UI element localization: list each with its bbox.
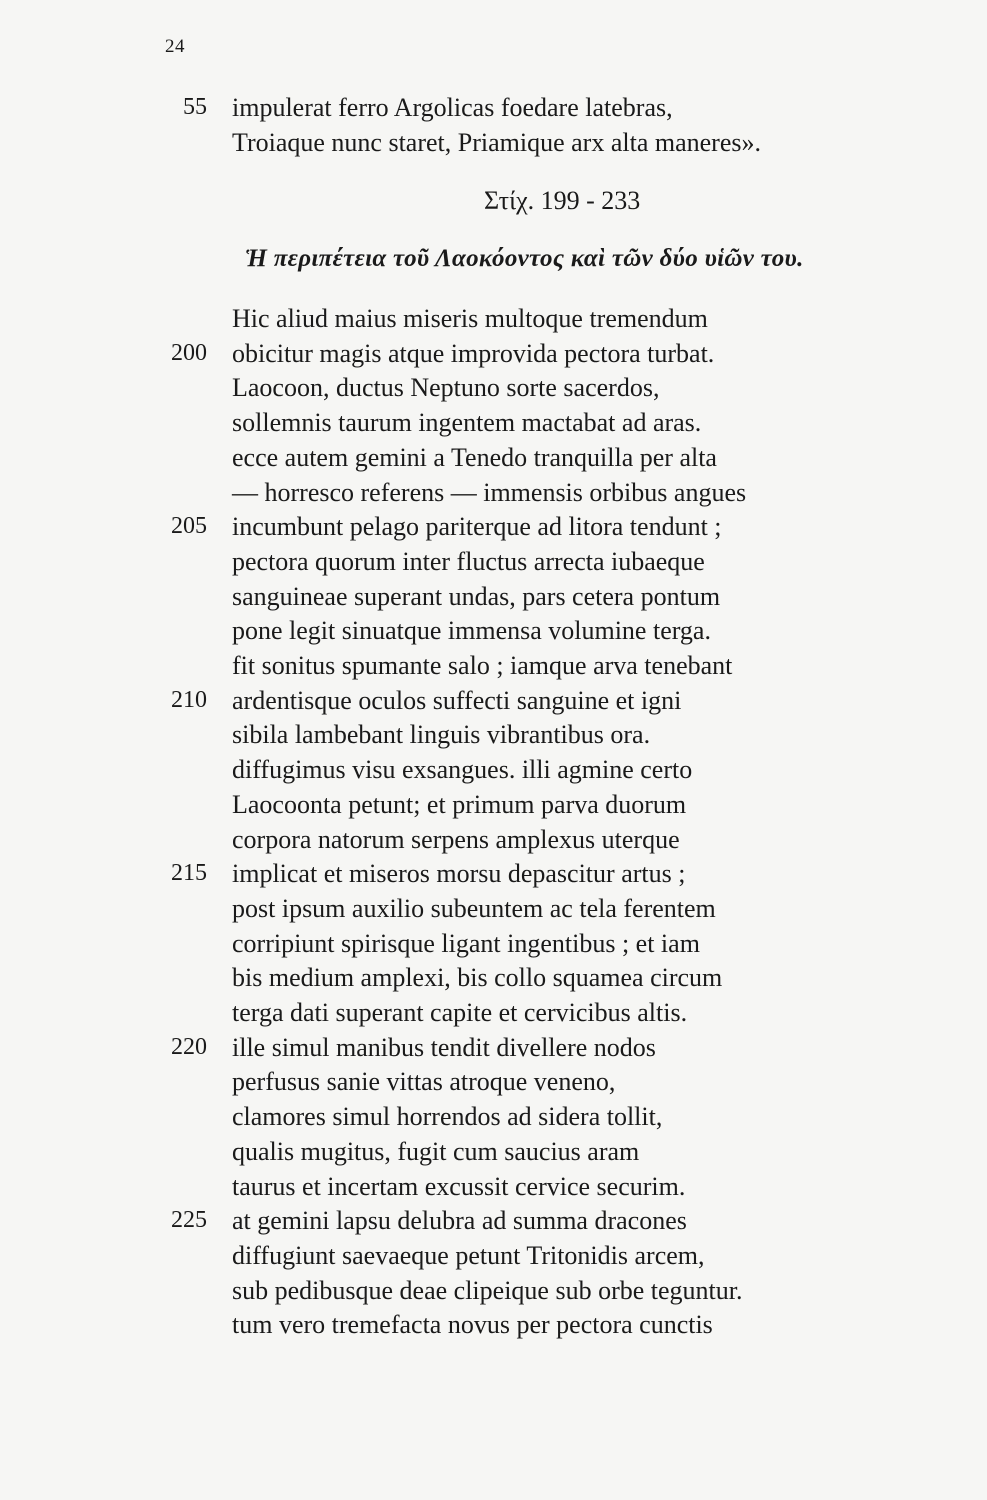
line-number: 215 <box>171 860 207 886</box>
line-text: pone legit sinuatque immensa volumine terga. <box>232 616 711 645</box>
line-text: implicat et miseros morsu depascitur artus ; <box>232 859 686 888</box>
line-text: qualis mugitus, fugit cum saucius aram <box>232 1137 640 1166</box>
section-reference: Στίχ. 199 - 233 <box>484 186 641 215</box>
line-number: 220 <box>171 1034 207 1060</box>
line-text: perfusus sanie vittas atroque veneno, <box>232 1067 616 1096</box>
line-text: sanguineae superant undas, pars cetera pontum <box>232 582 721 611</box>
page-number: 24 <box>165 36 185 57</box>
line-text: ardentisque oculos suffecti sanguine et igni <box>232 686 682 715</box>
line-text: Hic aliud maius miseris multoque tremendum <box>232 304 708 333</box>
line-text: Laocoonta petunt; et primum parva duorum <box>232 790 687 819</box>
line-text: — horresco referens — immensis orbibus angues <box>232 478 747 507</box>
line-text: at gemini lapsu delubra ad summa dracones <box>232 1206 687 1235</box>
line-text: fit sonitus spumante salo ; iamque arva tenebant <box>232 651 733 680</box>
line-text: Laocoon, ductus Neptuno sorte sacerdos, <box>232 373 660 402</box>
line-text: sibila lambebant linguis vibrantibus ora. <box>232 720 651 749</box>
line-text: Troiaque nunc staret, Priamique arx alta maneres». <box>232 128 761 157</box>
line-text: impulerat ferro Argolicas foedare latebras, <box>232 93 673 122</box>
line-number: 200 <box>171 340 207 366</box>
line-text: bis medium amplexi, bis collo squamea circum <box>232 963 723 992</box>
line-text: incumbunt pelago pariterque ad litora tendunt ; <box>232 512 722 541</box>
line-number: 55 <box>183 94 207 120</box>
line-text: corpora natorum serpens amplexus uterque <box>232 825 680 854</box>
line-text: ille simul manibus tendit divellere nodos <box>232 1033 656 1062</box>
line-text: tum vero tremefacta novus per pectora cunctis <box>232 1310 713 1339</box>
line-text: post ipsum auxilio subeuntem ac tela ferentem <box>232 894 716 923</box>
line-text: pectora quorum inter fluctus arrecta iubaeque <box>232 547 705 576</box>
line-text: diffugimus visu exsangues. illi agmine certo <box>232 755 693 784</box>
line-number: 225 <box>171 1207 207 1233</box>
line-text: sub pedibusque deae clipeique sub orbe teguntur. <box>232 1276 743 1305</box>
line-text: ecce autem gemini a Tenedo tranquilla per alta <box>232 443 717 472</box>
line-number: 210 <box>171 687 207 713</box>
line-text: diffugiunt saevaeque petunt Tritonidis arcem, <box>232 1241 705 1270</box>
line-number: 205 <box>171 513 207 539</box>
line-text: obicitur magis atque improvida pectora turbat. <box>232 339 715 368</box>
line-text: terga dati superant capite et cervicibus altis. <box>232 998 688 1027</box>
line-text: sollemnis taurum ingentem mactabat ad aras. <box>232 408 702 437</box>
line-text: corripiunt spirisque ligant ingentibus ; et iam <box>232 929 700 958</box>
section-title: Ἡ περιπέτεια τοῦ Λαοκόοντος καὶ τῶν δύο υἱῶν του. <box>245 245 804 272</box>
line-text: clamores simul horrendos ad sidera tollit, <box>232 1102 663 1131</box>
line-text: taurus et incertam excussit cervice securim. <box>232 1172 686 1201</box>
